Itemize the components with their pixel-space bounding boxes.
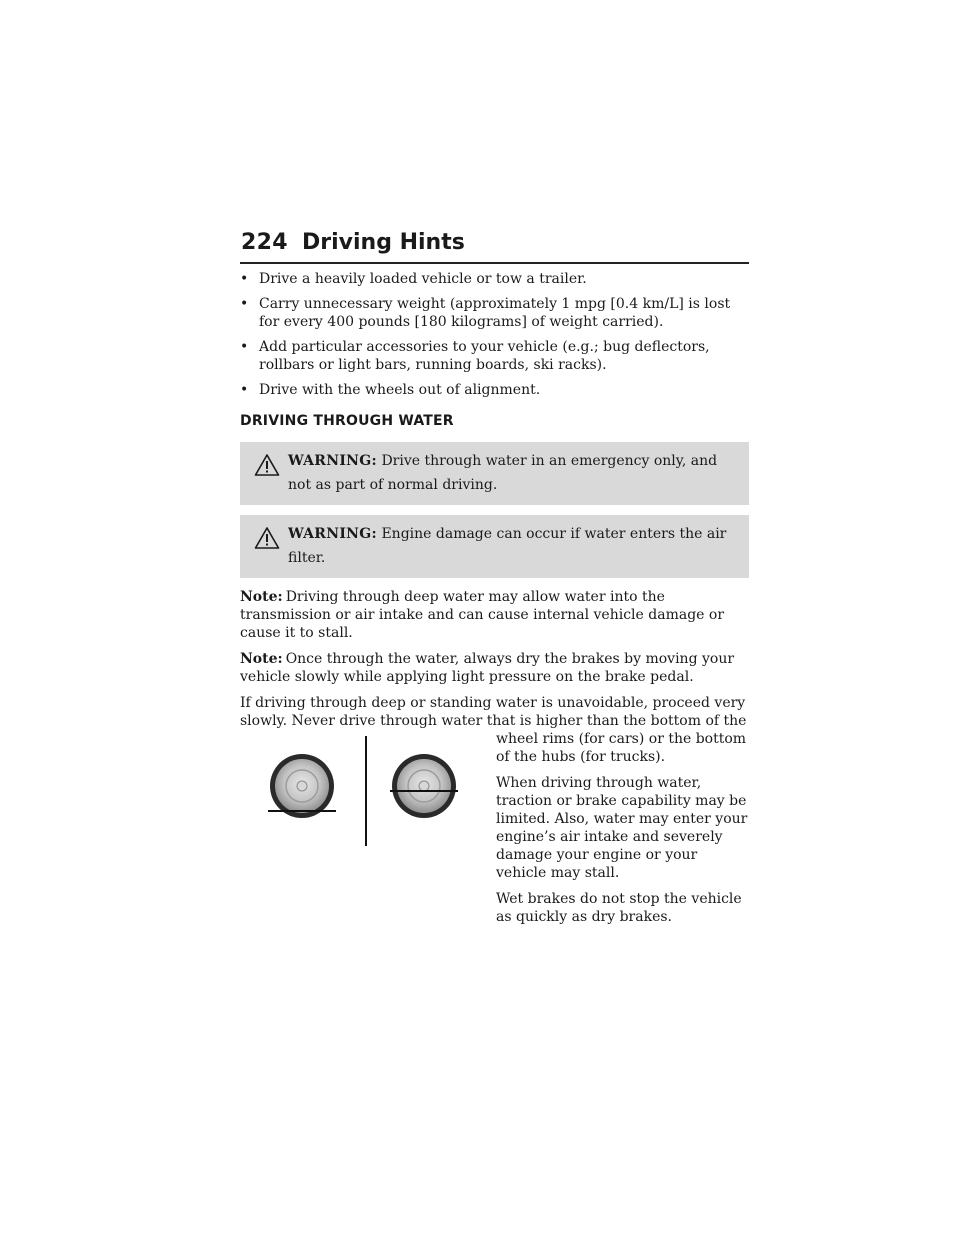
bullet-text: Drive with the wheels out of alignment. <box>259 382 541 398</box>
bullet-icon: • <box>240 271 249 287</box>
bullet-icon: • <box>240 382 249 398</box>
warning-triangle-icon <box>254 526 280 550</box>
paragraph: When driving through water, traction or brake capability may be limited. Also, water may enter your engine’s air intake and severely damage your engine or your vehicle may stall. <box>496 775 748 881</box>
water-level-wheel-diagram <box>264 736 492 846</box>
paragraph: Wet brakes do not stop the vehicle as quickly as dry brakes. <box>496 891 742 925</box>
list-item <box>240 338 749 374</box>
truck-wheel-icon <box>390 754 458 818</box>
page-header <box>240 228 749 264</box>
note-paragraph <box>240 588 749 642</box>
note-label: Note: <box>240 589 283 605</box>
note-paragraph <box>240 650 749 686</box>
page-number: 224 <box>241 230 288 255</box>
warning-triangle-icon <box>254 453 280 477</box>
car-wheel-icon <box>268 754 336 818</box>
note-text: Driving through deep water may allow water into the transmission or air intake and can cause internal vehicle damage or cause it to stall. <box>240 589 725 641</box>
bullet-icon: • <box>240 296 249 312</box>
warning-label: WARNING: <box>288 453 377 469</box>
warning-box <box>240 442 749 505</box>
warning-label: WARNING: <box>288 526 377 542</box>
bullet-list <box>240 270 749 399</box>
bullet-icon: • <box>240 339 249 355</box>
warning-text: Engine damage can occur if water enters the air filter. <box>288 526 727 566</box>
note-text: Once through the water, always dry the brakes by moving your vehicle slowly while applying light pressure on the brake pedal. <box>240 651 735 685</box>
bullet-text: Drive a heavily loaded vehicle or tow a trailer. <box>259 271 587 287</box>
intro-paragraph: If driving through deep or standing water is unavoidable, proceed very slowly. Never drive through water that is higher than the bottom of the <box>240 695 747 729</box>
note-label: Note: <box>240 651 283 667</box>
figure-with-text <box>240 730 749 926</box>
list-item <box>240 295 749 331</box>
paragraph: wheel rims (for cars) or the bottom of the hubs (for trucks). <box>496 731 747 765</box>
warning-box <box>240 515 749 578</box>
list-item <box>240 270 749 288</box>
section-heading: DRIVING THROUGH WATER <box>240 413 454 429</box>
page-content <box>240 270 749 934</box>
side-text-column <box>496 730 749 926</box>
bullet-text: Carry unnecessary weight (approximately 1 mpg [0.4 km/L] is lost for every 400 pounds [180 kilograms] of weight carried). <box>259 296 731 330</box>
section-title: Driving Hints <box>302 230 465 255</box>
list-item <box>240 381 749 399</box>
bullet-text: Add particular accessories to your vehicle (e.g.; bug deflectors, rollbars or light bars, running boards, ski racks). <box>259 339 710 373</box>
warning-text: Drive through water in an emergency only, and not as part of normal driving. <box>288 453 718 493</box>
